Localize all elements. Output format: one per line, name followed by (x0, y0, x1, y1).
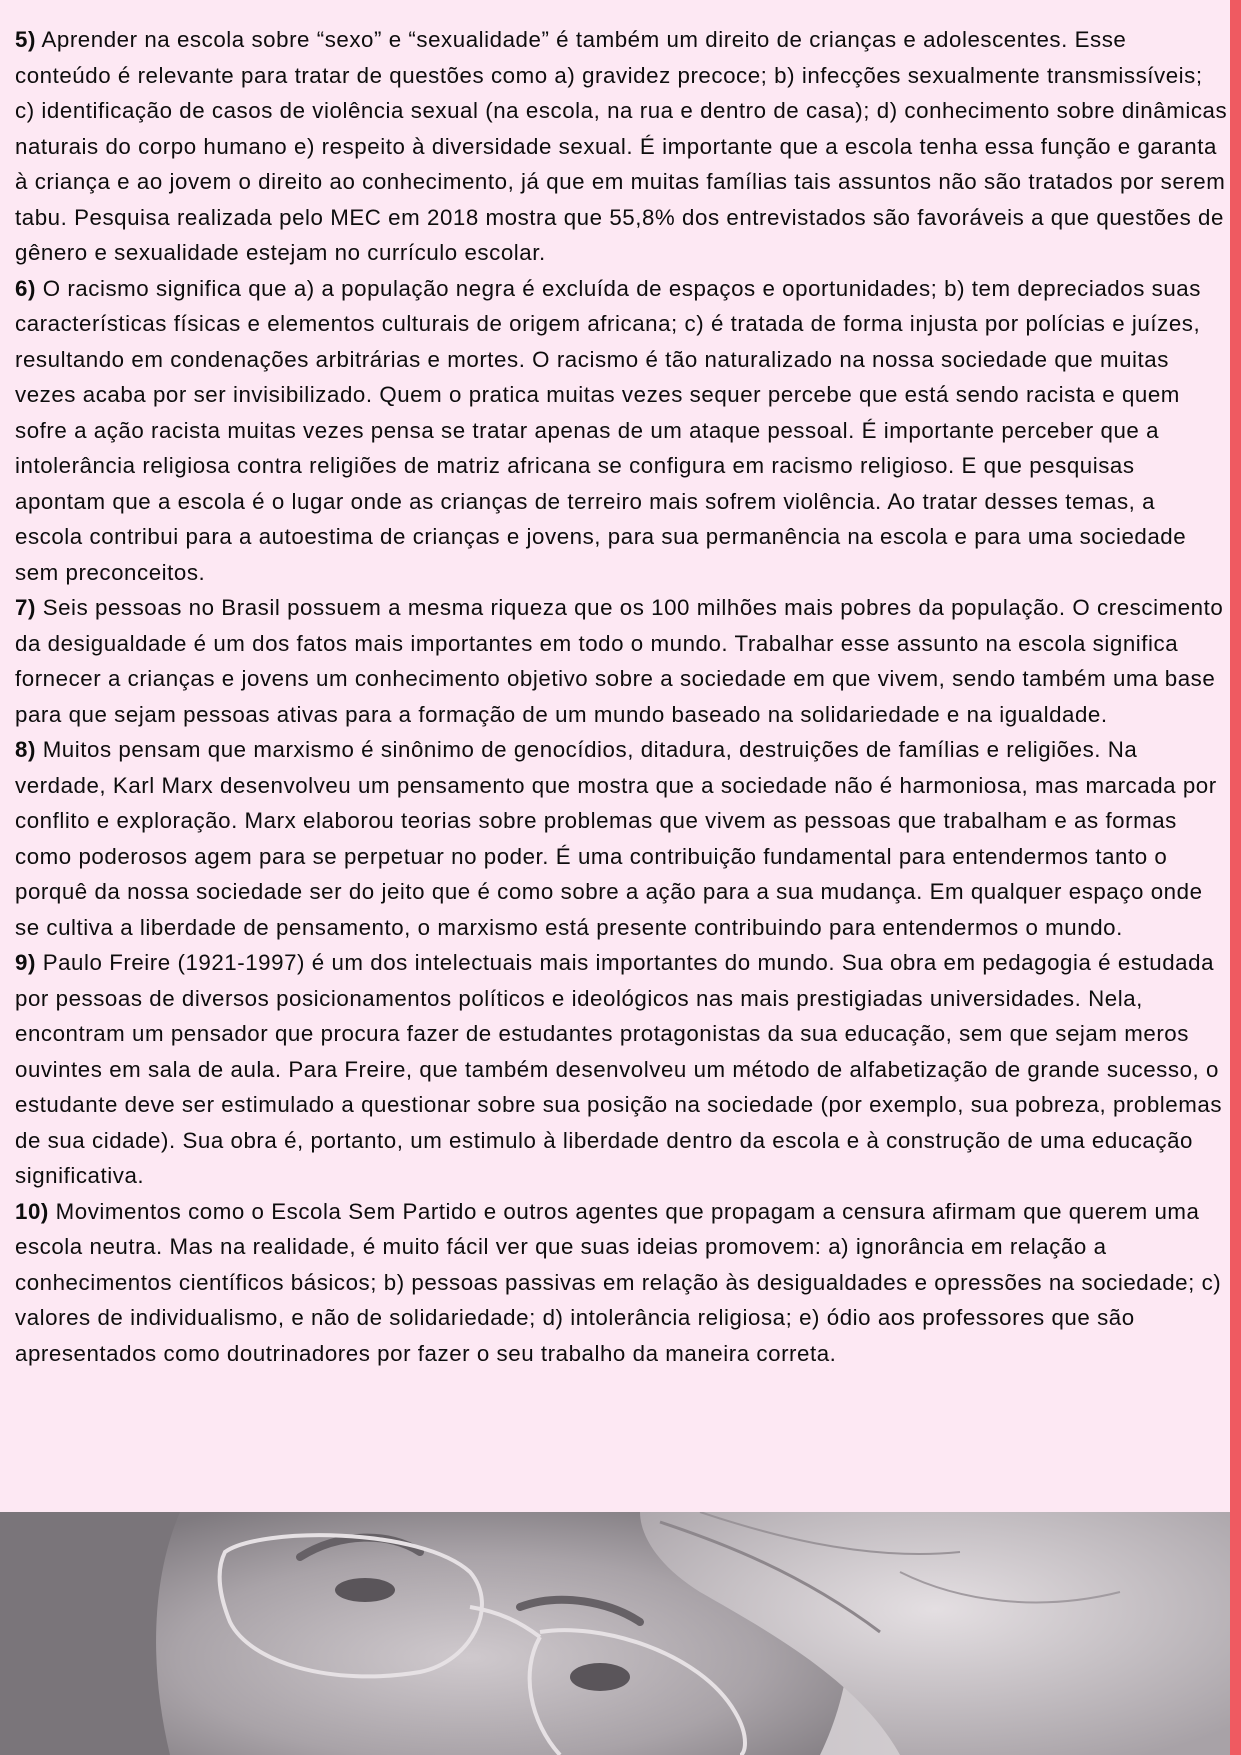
item-text: Muitos pensam que marxismo é sinônimo de genocídios, ditadura, destruições de famílias e religiões. Na verdade, Karl Marx desenvolveu um pensamento que mostra que a sociedade não é harmoniosa, mas marcada por conflito e exploração. Marx elaborou teorias sobre problemas que vivem as pessoas que trabalham e as formas como poderosos agem para se perpetuar no poder. É uma contribuição fundamental para entendermos tanto o porquê da nossa sociedade ser do jeito que é como sobre a ação para a sua mudança. Em qualquer espaço onde se cultiva a liberdade de pensamento, o marxismo está presente contribuindo para entendermos o mundo. (15, 737, 1217, 940)
list-item-9 (15, 945, 1229, 1194)
item-number: 9) (15, 950, 36, 975)
right-accent-bar (1230, 0, 1241, 1755)
item-text: Movimentos como o Escola Sem Partido e outros agentes que propagam a censura afirmam que querem uma escola neutra. Mas na realidade, é muito fácil ver que suas ideias promovem: a) ignorância em relação a conhecimentos científicos básicos; b) pessoas passivas em relação às desigualdades e opressões na sociedade; c) valores de individualismo, e não de solidariedade; d) intolerância religiosa; e) ódio aos professores que são apresentados como doutrinadores por fazer o seu trabalho da maneira correta. (15, 1198, 1222, 1366)
item-number: 7) (15, 595, 36, 620)
item-text: Aprender na escola sobre “sexo” e “sexualidade” é também um direito de crianças e adolescentes. Esse conteúdo é relevante para tratar de questões como a) gravidez precoce; b) infecções sexualmente transmissíveis; c) identificação de casos de violência sexual (na escola, na rua e dentro de casa); d) conhecimento sobre dinâmicas naturais do corpo humano e) respeito à diversidade sexual. É importante que a escola tenha essa função e garanta à criança e ao jovem o direito ao conhecimento, já que em muitas famílias tais assuntos não são tratados por serem tabu. Pesquisa realizada pelo MEC em 2018 mostra que 55,8% dos entrevistados são favoráveis a que questões de gênero e sexualidade estejam no currículo escolar. (15, 27, 1228, 265)
portrait-illustration (0, 1512, 1230, 1755)
list-item-10 (15, 1194, 1229, 1372)
item-text: Seis pessoas no Brasil possuem a mesma riqueza que os 100 milhões mais pobres da população. O crescimento da desigualdade é um dos fatos mais importantes em todo o mundo. Trabalhar esse assunto na escola significa fornecer a crianças e jovens um conhecimento objetivo sobre a sociedade em que vivem, sendo também uma base para que sejam pessoas ativas para a formação de um mundo baseado na solidariedade e na igualdade. (15, 595, 1224, 727)
item-text: Paulo Freire (1921-1997) é um dos intelectuais mais importantes do mundo. Sua obra em pedagogia é estudada por pessoas de diversos posicionamentos políticos e ideológicos nas mais prestigiadas universidades. Nela, encontram um pensador que procura fazer de estudantes protagonistas da sua educação, sem que sejam meros ouvintes em sala de aula. Para Freire, que também desenvolveu um método de alfabetização de grande sucesso, o estudante deve ser estimulado a questionar sobre sua posição na sociedade (por exemplo, sua pobreza, problemas de sua cidade). Sua obra é, portanto, um estimulo à liberdade dentro da escola e à construção de uma educação significativa. (15, 950, 1223, 1188)
portrait-photo (0, 1512, 1230, 1755)
item-text: O racismo significa que a) a população negra é excluída de espaços e oportunidades; b) tem depreciados suas características físicas e elementos culturais de origem africana; c) é tratada de forma injusta por polícias e juízes, resultando em condenações arbitrárias e mortes. O racismo é tão naturalizado na nossa sociedade que muitas vezes acaba por ser invisibilizado. Quem o pratica muitas vezes sequer percebe que está sendo racista e quem sofre a ação racista muitas vezes pensa se tratar apenas de um ataque pessoal. É importante perceber que a intolerância religiosa contra religiões de matriz africana se configura em racismo religioso. E que pesquisas apontam que a escola é o lugar onde as crianças de terreiro mais sofrem violência. Ao tratar desses temas, a escola contribui para a autoestima de crianças e jovens, para sua permanência na escola e para uma sociedade sem preconceitos. (15, 275, 1201, 585)
list-item-7 (15, 590, 1229, 732)
item-number: 8) (15, 737, 36, 762)
list-item-6 (15, 271, 1229, 591)
list-item-5 (15, 22, 1229, 271)
item-number: 6) (15, 275, 36, 301)
item-number: 5) (15, 27, 36, 52)
document-body (15, 22, 1229, 1371)
item-number: 10) (15, 1198, 49, 1224)
list-item-8 (15, 732, 1229, 945)
